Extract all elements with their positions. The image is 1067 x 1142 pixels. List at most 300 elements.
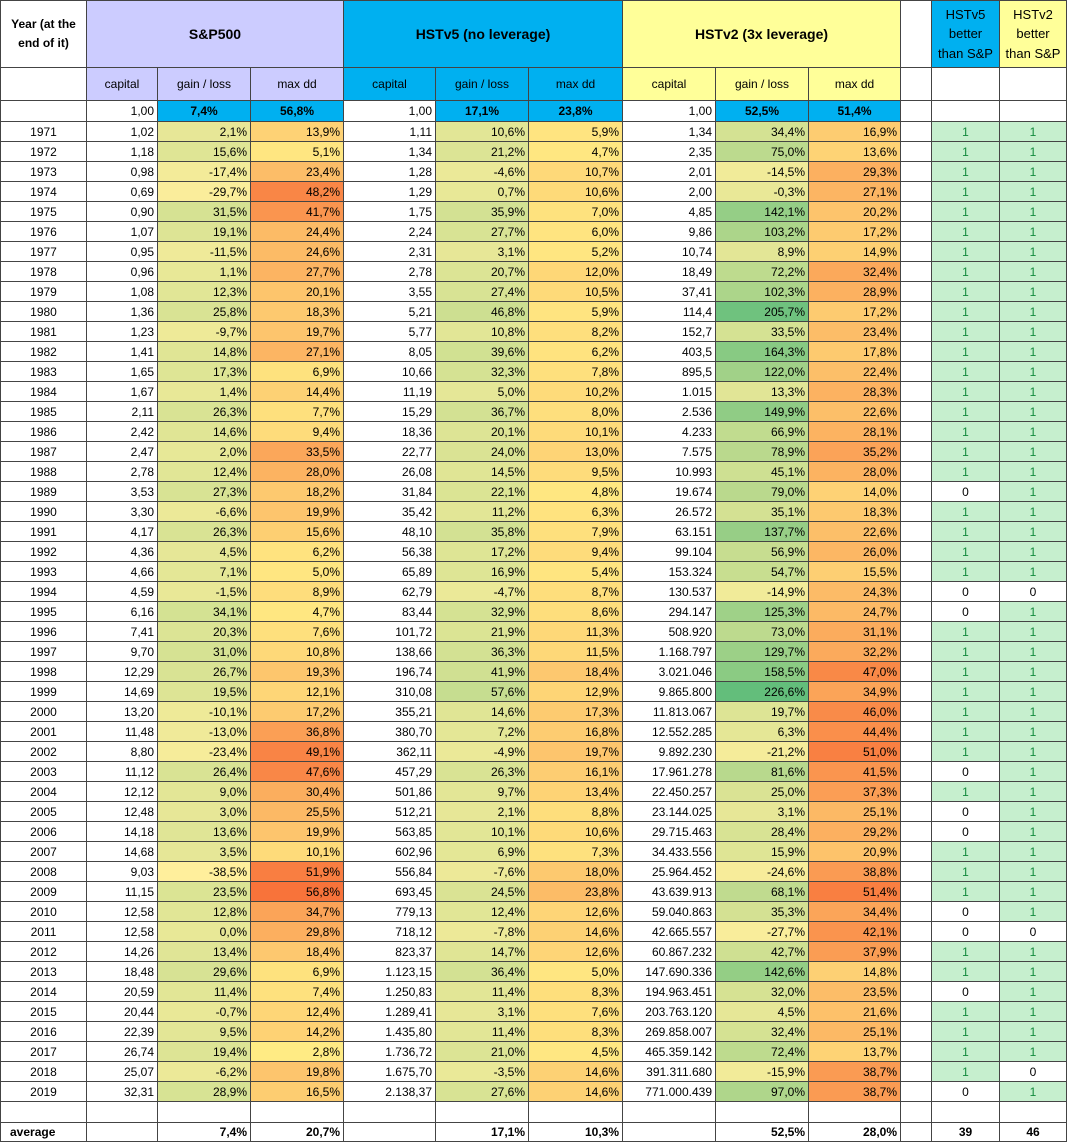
year-cell[interactable]: 1974 [1, 182, 87, 202]
year-cell[interactable]: 1972 [1, 142, 87, 162]
hstv2-max-dd-cell[interactable]: 51,4% [809, 882, 901, 902]
spacer-cell[interactable] [901, 482, 932, 502]
hstv5-max-dd-cell[interactable]: 10,6% [529, 182, 623, 202]
hstv5-gain-loss-cell[interactable]: 17,1% [436, 101, 529, 122]
hstv5-max-dd-cell[interactable]: 5,2% [529, 242, 623, 262]
hstv5-gain-loss-cell[interactable]: 22,1% [436, 482, 529, 502]
hstv5-better-cell[interactable]: 1 [932, 842, 1000, 862]
sp500-gain-loss-cell[interactable]: -17,4% [158, 162, 251, 182]
hstv2-gain-loss-cell[interactable]: 32,0% [716, 982, 809, 1002]
hstv2-better-cell[interactable]: 1 [1000, 382, 1067, 402]
year-cell[interactable]: 1998 [1, 662, 87, 682]
hstv5-better-cell[interactable]: 1 [932, 622, 1000, 642]
hstv2-gain-loss-cell[interactable] [716, 1102, 809, 1123]
hstv2-capital-cell[interactable]: 17.961.278 [623, 762, 716, 782]
year-cell[interactable]: 1995 [1, 602, 87, 622]
hstv5-better-cell[interactable]: 1 [932, 862, 1000, 882]
spacer-cell[interactable] [901, 322, 932, 342]
hstv2-capital-cell[interactable]: 9.892.230 [623, 742, 716, 762]
sp500-gain-loss-cell[interactable]: 11,4% [158, 982, 251, 1002]
year-cell[interactable]: 1978 [1, 262, 87, 282]
sp500-max-dd-cell[interactable]: 20,1% [251, 282, 344, 302]
year-cell[interactable]: 1975 [1, 202, 87, 222]
hstv5-better-cell[interactable]: 1 [932, 282, 1000, 302]
hstv5-capital-cell[interactable]: 3,55 [344, 282, 436, 302]
sp500-gain-loss-cell[interactable]: 27,3% [158, 482, 251, 502]
hstv5-max-dd-cell[interactable]: 9,5% [529, 462, 623, 482]
hstv5-better-cell[interactable]: 0 [932, 902, 1000, 922]
hstv2-better-cell[interactable]: 1 [1000, 782, 1067, 802]
hstv2-better-cell[interactable]: 1 [1000, 622, 1067, 642]
hstv2-max-dd-header[interactable]: max dd [809, 68, 901, 101]
year-cell[interactable]: 1992 [1, 542, 87, 562]
sp500-max-dd-cell[interactable]: 10,8% [251, 642, 344, 662]
sp500-gain-loss-cell[interactable]: 14,6% [158, 422, 251, 442]
hstv5-gain-loss-cell[interactable]: 36,7% [436, 402, 529, 422]
hstv5-better-cell[interactable]: 1 [932, 402, 1000, 422]
sp500-max-dd-cell[interactable]: 6,9% [251, 362, 344, 382]
sp500-max-dd-cell[interactable]: 12,4% [251, 1002, 344, 1022]
year-cell[interactable]: 2007 [1, 842, 87, 862]
hstv2-better-cell[interactable]: 1 [1000, 902, 1067, 922]
sp500-gain-loss-cell[interactable]: 26,4% [158, 762, 251, 782]
hstv5-better-cell[interactable]: 1 [932, 562, 1000, 582]
hstv2-better-cell[interactable]: 1 [1000, 502, 1067, 522]
hstv5-better-cell[interactable]: 1 [932, 162, 1000, 182]
sp500-gain-loss-cell[interactable]: -0,7% [158, 1002, 251, 1022]
hstv5-gain-loss-cell[interactable]: 5,0% [436, 382, 529, 402]
year-cell[interactable] [1, 101, 87, 122]
sp500-gain-loss-cell[interactable]: 26,3% [158, 402, 251, 422]
hstv5-max-dd-header[interactable]: max dd [529, 68, 623, 101]
hstv2-better-cell[interactable]: 1 [1000, 482, 1067, 502]
year-cell[interactable]: 2018 [1, 1062, 87, 1082]
year-cell[interactable]: 2003 [1, 762, 87, 782]
spacer-cell[interactable] [901, 882, 932, 902]
hstv5-better-cell[interactable]: 1 [932, 222, 1000, 242]
hstv2-capital-cell[interactable] [623, 1123, 716, 1142]
spacer-cell[interactable] [901, 682, 932, 702]
hstv5-gain-loss-cell[interactable]: 3,1% [436, 1002, 529, 1022]
hstv2-gain-loss-cell[interactable]: 137,7% [716, 522, 809, 542]
hstv5-better-cell[interactable]: 1 [932, 422, 1000, 442]
spacer-cell[interactable] [901, 622, 932, 642]
hstv5-max-dd-cell[interactable]: 8,0% [529, 402, 623, 422]
sp500-capital-cell[interactable]: 12,58 [87, 902, 158, 922]
year-cell[interactable]: 1996 [1, 622, 87, 642]
hstv2-gain-loss-cell[interactable]: 6,3% [716, 722, 809, 742]
hstv5-max-dd-cell[interactable]: 7,8% [529, 362, 623, 382]
hstv5-max-dd-cell[interactable]: 5,9% [529, 302, 623, 322]
hstv2-capital-cell[interactable]: 25.964.452 [623, 862, 716, 882]
hstv2-better-cell[interactable]: 1 [1000, 442, 1067, 462]
hstv5-max-dd-cell[interactable] [529, 1102, 623, 1123]
hstv2-better-cell[interactable]: 1 [1000, 302, 1067, 322]
sp500-max-dd-cell[interactable]: 48,2% [251, 182, 344, 202]
sp500-capital-cell[interactable]: 1,00 [87, 101, 158, 122]
hstv5-capital-cell[interactable]: 26,08 [344, 462, 436, 482]
sp500-capital-cell[interactable]: 20,44 [87, 1002, 158, 1022]
hstv2-gain-loss-cell[interactable]: 52,5% [716, 1123, 809, 1142]
sp500-max-dd-cell[interactable]: 51,9% [251, 862, 344, 882]
hstv5-gain-loss-cell[interactable]: 17,1% [436, 1123, 529, 1142]
hstv2-capital-cell[interactable]: 10,74 [623, 242, 716, 262]
hstv2-capital-cell[interactable]: 147.690.336 [623, 962, 716, 982]
sp500-gain-loss-cell[interactable]: 3,5% [158, 842, 251, 862]
sp500-gain-loss-cell[interactable]: 34,1% [158, 602, 251, 622]
hstv2-max-dd-cell[interactable]: 17,2% [809, 302, 901, 322]
hstv2-better-cell[interactable]: 1 [1000, 242, 1067, 262]
sp500-max-dd-cell[interactable]: 4,7% [251, 602, 344, 622]
year-cell[interactable]: 1977 [1, 242, 87, 262]
hstv2-capital-cell[interactable]: 269.858.007 [623, 1022, 716, 1042]
hstv5-gain-loss-cell[interactable]: 10,6% [436, 122, 529, 142]
hstv2-gain-loss-cell[interactable]: -0,3% [716, 182, 809, 202]
hstv2-gain-loss-cell[interactable]: 102,3% [716, 282, 809, 302]
hstv2-capital-cell[interactable]: 4,85 [623, 202, 716, 222]
hstv2-capital-cell[interactable]: 63.151 [623, 522, 716, 542]
hstv5-better-cell[interactable]: 1 [932, 462, 1000, 482]
year-cell[interactable]: 1993 [1, 562, 87, 582]
hstv5-gain-loss-cell[interactable]: 12,4% [436, 902, 529, 922]
hstv2-capital-cell[interactable]: 22.450.257 [623, 782, 716, 802]
spacer-cell[interactable] [901, 101, 932, 122]
hstv2-capital-cell[interactable]: 2.536 [623, 402, 716, 422]
hstv5-gain-loss-cell[interactable]: 27,7% [436, 222, 529, 242]
hstv5-capital-cell[interactable]: 5,77 [344, 322, 436, 342]
hstv2-max-dd-cell[interactable]: 35,2% [809, 442, 901, 462]
hstv5-better-cell[interactable]: 39 [932, 1123, 1000, 1142]
hstv5-gain-loss-cell[interactable]: -3,5% [436, 1062, 529, 1082]
hstv5-gain-loss-cell[interactable]: 35,8% [436, 522, 529, 542]
spacer-cell[interactable] [901, 1062, 932, 1082]
sp500-max-dd-cell[interactable]: 7,7% [251, 402, 344, 422]
hstv5-gain-loss-cell[interactable]: 36,4% [436, 962, 529, 982]
hstv2-gain-loss-cell[interactable]: 54,7% [716, 562, 809, 582]
year-cell[interactable]: 2004 [1, 782, 87, 802]
hstv5-gain-loss-cell[interactable]: 3,1% [436, 242, 529, 262]
spacer-cell[interactable] [901, 962, 932, 982]
hstv2-max-dd-cell[interactable]: 47,0% [809, 662, 901, 682]
sp500-capital-cell[interactable]: 4,17 [87, 522, 158, 542]
hstv2-capital-cell[interactable]: 4.233 [623, 422, 716, 442]
hstv5-max-dd-cell[interactable]: 12,6% [529, 902, 623, 922]
hstv2-better-cell[interactable]: 1 [1000, 1082, 1067, 1102]
hstv2-capital-cell[interactable]: 152,7 [623, 322, 716, 342]
hstv5-gain-loss-cell[interactable]: 20,7% [436, 262, 529, 282]
sp500-gain-loss-cell[interactable] [158, 1102, 251, 1123]
hstv5-capital-cell[interactable]: 56,38 [344, 542, 436, 562]
sp500-gain-loss-cell[interactable]: 23,5% [158, 882, 251, 902]
hstv5-max-dd-cell[interactable]: 18,0% [529, 862, 623, 882]
hstv5-better-header[interactable] [932, 1, 1000, 68]
hstv2-max-dd-cell[interactable]: 13,6% [809, 142, 901, 162]
hstv2-capital-cell[interactable] [623, 1102, 716, 1123]
sp500-capital-cell[interactable]: 20,59 [87, 982, 158, 1002]
spacer-cell[interactable] [901, 982, 932, 1002]
year-cell[interactable]: 1982 [1, 342, 87, 362]
hstv5-better-cell[interactable]: 1 [932, 522, 1000, 542]
hstv2-better-cell[interactable]: 1 [1000, 862, 1067, 882]
sp500-max-dd-cell[interactable]: 23,4% [251, 162, 344, 182]
hstv2-capital-cell[interactable]: 203.763.120 [623, 1002, 716, 1022]
hstv5-gain-loss-cell[interactable]: 10,8% [436, 322, 529, 342]
sp500-capital-cell[interactable]: 14,18 [87, 822, 158, 842]
hstv2-max-dd-cell[interactable]: 18,3% [809, 502, 901, 522]
hstv2-capital-cell[interactable]: 1.015 [623, 382, 716, 402]
year-cell[interactable]: 2013 [1, 962, 87, 982]
hstv2-max-dd-cell[interactable]: 44,4% [809, 722, 901, 742]
hstv5-capital-cell[interactable]: 31,84 [344, 482, 436, 502]
hstv5-gain-loss-cell[interactable]: 21,9% [436, 622, 529, 642]
spacer-cell[interactable] [901, 1102, 932, 1123]
year-cell[interactable] [1, 1102, 87, 1123]
sp500-max-dd-cell[interactable]: 20,7% [251, 1123, 344, 1142]
hstv5-capital-header[interactable]: capital [344, 68, 436, 101]
hstv2-gain-loss-cell[interactable]: 32,4% [716, 1022, 809, 1042]
hstv5-better-cell[interactable]: 0 [932, 602, 1000, 622]
hstv2-gain-loss-cell[interactable]: 226,6% [716, 682, 809, 702]
hstv2-gain-loss-cell[interactable]: 122,0% [716, 362, 809, 382]
hstv2-capital-cell[interactable]: 29.715.463 [623, 822, 716, 842]
hstv5-better-cell[interactable]: 0 [932, 982, 1000, 1002]
sp500-capital-cell[interactable]: 3,53 [87, 482, 158, 502]
hstv2-better-cell[interactable]: 1 [1000, 202, 1067, 222]
hstv2-capital-cell[interactable]: 60.867.232 [623, 942, 716, 962]
sp500-max-dd-cell[interactable]: 56,8% [251, 882, 344, 902]
hstv5-gain-loss-cell[interactable]: 26,3% [436, 762, 529, 782]
hstv5-max-dd-cell[interactable]: 16,1% [529, 762, 623, 782]
hstv2-better-cell[interactable]: 1 [1000, 462, 1067, 482]
spacer-cell[interactable] [901, 522, 932, 542]
hstv2-capital-cell[interactable]: 391.311.680 [623, 1062, 716, 1082]
year-cell[interactable]: 2002 [1, 742, 87, 762]
hstv5-capital-cell[interactable]: 22,77 [344, 442, 436, 462]
spacer-cell[interactable] [901, 122, 932, 142]
sp500-capital-cell[interactable]: 0,96 [87, 262, 158, 282]
hstv2-better-subheader[interactable] [1000, 68, 1067, 101]
hstv2-gain-loss-cell[interactable]: 35,3% [716, 902, 809, 922]
hstv2-gain-loss-cell[interactable]: 125,3% [716, 602, 809, 622]
sp500-gain-loss-cell[interactable]: 7,4% [158, 101, 251, 122]
hstv2-max-dd-cell[interactable]: 27,1% [809, 182, 901, 202]
hstv5-gain-loss-cell[interactable]: 27,6% [436, 1082, 529, 1102]
hstv5-capital-cell[interactable]: 1.736,72 [344, 1042, 436, 1062]
hstv2-capital-cell[interactable]: 3.021.046 [623, 662, 716, 682]
year-cell[interactable]: 2010 [1, 902, 87, 922]
hstv2-capital-cell[interactable]: 1.168.797 [623, 642, 716, 662]
sp500-capital-cell[interactable]: 4,36 [87, 542, 158, 562]
hstv5-gain-loss-cell[interactable]: 10,1% [436, 822, 529, 842]
hstv2-capital-cell[interactable]: 9.865.800 [623, 682, 716, 702]
hstv5-better-cell[interactable] [932, 1102, 1000, 1123]
hstv5-max-dd-cell[interactable]: 14,6% [529, 1062, 623, 1082]
sp500-gain-loss-cell[interactable]: 7,4% [158, 1123, 251, 1142]
spacer-cell[interactable] [901, 902, 932, 922]
sp500-capital-cell[interactable]: 1,07 [87, 222, 158, 242]
hstv2-capital-cell[interactable]: 34.433.556 [623, 842, 716, 862]
hstv2-gain-loss-cell[interactable]: 164,3% [716, 342, 809, 362]
hstv2-better-cell[interactable] [1000, 101, 1067, 122]
sp500-capital-cell[interactable]: 1,67 [87, 382, 158, 402]
sp500-max-dd-cell[interactable]: 6,2% [251, 542, 344, 562]
sp500-max-dd-cell[interactable]: 29,8% [251, 922, 344, 942]
hstv5-gain-loss-cell[interactable]: 9,7% [436, 782, 529, 802]
sp500-capital-cell[interactable]: 12,58 [87, 922, 158, 942]
spacer-cell[interactable] [901, 1082, 932, 1102]
hstv2-better-cell[interactable]: 1 [1000, 422, 1067, 442]
spacer-subheader[interactable] [901, 68, 932, 101]
hstv2-max-dd-cell[interactable]: 24,7% [809, 602, 901, 622]
sp500-capital-cell[interactable]: 1,65 [87, 362, 158, 382]
hstv2-gain-loss-cell[interactable]: 35,1% [716, 502, 809, 522]
hstv5-better-cell[interactable]: 0 [932, 1082, 1000, 1102]
hstv5-gain-loss-cell[interactable]: 46,8% [436, 302, 529, 322]
hstv2-capital-cell[interactable]: 895,5 [623, 362, 716, 382]
sp500-gain-loss-cell[interactable]: -23,4% [158, 742, 251, 762]
hstv2-better-cell[interactable]: 46 [1000, 1123, 1067, 1142]
hstv5-gain-loss-cell[interactable]: 27,4% [436, 282, 529, 302]
sp500-max-dd-cell[interactable]: 15,6% [251, 522, 344, 542]
year-cell[interactable]: 1979 [1, 282, 87, 302]
hstv5-max-dd-cell[interactable]: 13,0% [529, 442, 623, 462]
hstv2-gain-loss-cell[interactable]: 66,9% [716, 422, 809, 442]
hstv2-gain-loss-cell[interactable]: 78,9% [716, 442, 809, 462]
hstv2-capital-cell[interactable]: 153.324 [623, 562, 716, 582]
hstv2-max-dd-cell[interactable] [809, 1102, 901, 1123]
hstv2-max-dd-cell[interactable]: 28,9% [809, 282, 901, 302]
hstv5-capital-cell[interactable]: 10,66 [344, 362, 436, 382]
spacer-cell[interactable] [901, 402, 932, 422]
hstv2-gain-loss-cell[interactable]: -24,6% [716, 862, 809, 882]
sp500-gain-loss-cell[interactable]: -9,7% [158, 322, 251, 342]
hstv2-better-cell[interactable]: 1 [1000, 982, 1067, 1002]
spacer-cell[interactable] [901, 342, 932, 362]
hstv2-gain-loss-cell[interactable]: 15,9% [716, 842, 809, 862]
hstv5-better-cell[interactable]: 0 [932, 762, 1000, 782]
hstv5-capital-cell[interactable]: 138,66 [344, 642, 436, 662]
sp500-capital-cell[interactable]: 11,12 [87, 762, 158, 782]
spacer-cell[interactable] [901, 842, 932, 862]
hstv5-max-dd-cell[interactable]: 8,6% [529, 602, 623, 622]
hstv2-max-dd-cell[interactable]: 32,4% [809, 262, 901, 282]
hstv5-max-dd-cell[interactable]: 6,2% [529, 342, 623, 362]
hstv5-capital-cell[interactable]: 2.138,37 [344, 1082, 436, 1102]
sp500-capital-cell[interactable]: 0,69 [87, 182, 158, 202]
hstv2-capital-cell[interactable]: 465.359.142 [623, 1042, 716, 1062]
sp500-max-dd-cell[interactable]: 28,0% [251, 462, 344, 482]
hstv2-max-dd-cell[interactable]: 37,9% [809, 942, 901, 962]
sp500-capital-cell[interactable]: 12,48 [87, 802, 158, 822]
hstv2-max-dd-cell[interactable]: 25,1% [809, 1022, 901, 1042]
hstv5-gain-loss-cell[interactable]: 32,9% [436, 602, 529, 622]
sp500-capital-cell[interactable]: 9,70 [87, 642, 158, 662]
hstv5-capital-cell[interactable]: 1,00 [344, 101, 436, 122]
hstv2-better-cell[interactable] [1000, 1102, 1067, 1123]
sp500-capital-cell[interactable]: 2,42 [87, 422, 158, 442]
hstv5-gain-loss-cell[interactable]: 41,9% [436, 662, 529, 682]
sp500-gain-loss-cell[interactable]: 19,5% [158, 682, 251, 702]
hstv5-max-dd-cell[interactable]: 6,3% [529, 502, 623, 522]
hstv5-max-dd-cell[interactable]: 23,8% [529, 882, 623, 902]
sp500-max-dd-cell[interactable]: 56,8% [251, 101, 344, 122]
hstv2-gain-loss-cell[interactable]: 68,1% [716, 882, 809, 902]
sp500-capital-cell[interactable]: 2,78 [87, 462, 158, 482]
hstv5-better-cell[interactable] [932, 101, 1000, 122]
hstv5-gain-loss-cell[interactable]: 11,4% [436, 982, 529, 1002]
sp500-max-dd-cell[interactable]: 19,3% [251, 662, 344, 682]
spacer-cell[interactable] [901, 142, 932, 162]
hstv5-capital-cell[interactable]: 362,11 [344, 742, 436, 762]
hstv5-gain-loss-cell[interactable]: 21,2% [436, 142, 529, 162]
hstv2-capital-cell[interactable]: 403,5 [623, 342, 716, 362]
sp500-gain-loss-cell[interactable]: 15,6% [158, 142, 251, 162]
hstv5-better-cell[interactable]: 1 [932, 742, 1000, 762]
hstv2-better-cell[interactable]: 1 [1000, 962, 1067, 982]
sp500-max-dd-cell[interactable]: 8,9% [251, 582, 344, 602]
hstv5-max-dd-cell[interactable]: 7,0% [529, 202, 623, 222]
hstv5-better-cell[interactable]: 1 [932, 382, 1000, 402]
hstv5-capital-cell[interactable]: 48,10 [344, 522, 436, 542]
sp500-max-dd-cell[interactable]: 2,8% [251, 1042, 344, 1062]
hstv5-max-dd-cell[interactable]: 10,7% [529, 162, 623, 182]
hstv2-gain-loss-cell[interactable]: -14,5% [716, 162, 809, 182]
year-cell[interactable]: 1988 [1, 462, 87, 482]
sp500-capital-header[interactable]: capital [87, 68, 158, 101]
hstv2-better-cell[interactable]: 1 [1000, 142, 1067, 162]
sp500-gain-loss-cell[interactable]: -38,5% [158, 862, 251, 882]
hstv2-better-cell[interactable]: 0 [1000, 922, 1067, 942]
hstv2-better-cell[interactable]: 1 [1000, 882, 1067, 902]
hstv5-better-cell[interactable]: 1 [932, 542, 1000, 562]
hstv2-gain-loss-cell[interactable]: 56,9% [716, 542, 809, 562]
sp500-gain-loss-cell[interactable]: 26,7% [158, 662, 251, 682]
hstv2-max-dd-cell[interactable]: 21,6% [809, 1002, 901, 1022]
sp500-max-dd-cell[interactable]: 49,1% [251, 742, 344, 762]
hstv5-capital-cell[interactable]: 18,36 [344, 422, 436, 442]
sp500-gain-loss-cell[interactable]: 14,8% [158, 342, 251, 362]
hstv2-max-dd-cell[interactable]: 17,8% [809, 342, 901, 362]
sp500-gain-loss-cell[interactable]: -11,5% [158, 242, 251, 262]
hstv2-gain-loss-cell[interactable]: 42,7% [716, 942, 809, 962]
sp500-gain-loss-cell[interactable]: -1,5% [158, 582, 251, 602]
hstv5-max-dd-cell[interactable]: 10,6% [529, 822, 623, 842]
hstv2-capital-cell[interactable]: 2,35 [623, 142, 716, 162]
hstv2-gain-loss-cell[interactable]: 142,1% [716, 202, 809, 222]
hstv2-capital-cell[interactable]: 9,86 [623, 222, 716, 242]
hstv5-capital-cell[interactable]: 1.675,70 [344, 1062, 436, 1082]
sp500-capital-cell[interactable]: 1,23 [87, 322, 158, 342]
sp500-max-dd-cell[interactable]: 19,8% [251, 1062, 344, 1082]
year-cell[interactable]: 2001 [1, 722, 87, 742]
sp500-max-dd-cell[interactable]: 18,2% [251, 482, 344, 502]
hstv2-better-cell[interactable]: 1 [1000, 162, 1067, 182]
hstv2-gain-loss-cell[interactable]: 129,7% [716, 642, 809, 662]
sp500-gain-loss-header[interactable]: gain / loss [158, 68, 251, 101]
sp500-gain-loss-cell[interactable]: 2,1% [158, 122, 251, 142]
sp500-max-dd-cell[interactable] [251, 1102, 344, 1123]
spacer-cell[interactable] [901, 542, 932, 562]
hstv5-max-dd-cell[interactable]: 10,1% [529, 422, 623, 442]
hstv2-better-header[interactable] [1000, 1, 1067, 68]
spacer-cell[interactable] [901, 262, 932, 282]
hstv5-better-cell[interactable]: 0 [932, 822, 1000, 842]
sp500-max-dd-cell[interactable]: 33,5% [251, 442, 344, 462]
sp500-gain-loss-cell[interactable]: 19,1% [158, 222, 251, 242]
hstv2-capital-cell[interactable]: 508.920 [623, 622, 716, 642]
sp500-capital-cell[interactable]: 9,03 [87, 862, 158, 882]
sp500-max-dd-cell[interactable]: 13,9% [251, 122, 344, 142]
